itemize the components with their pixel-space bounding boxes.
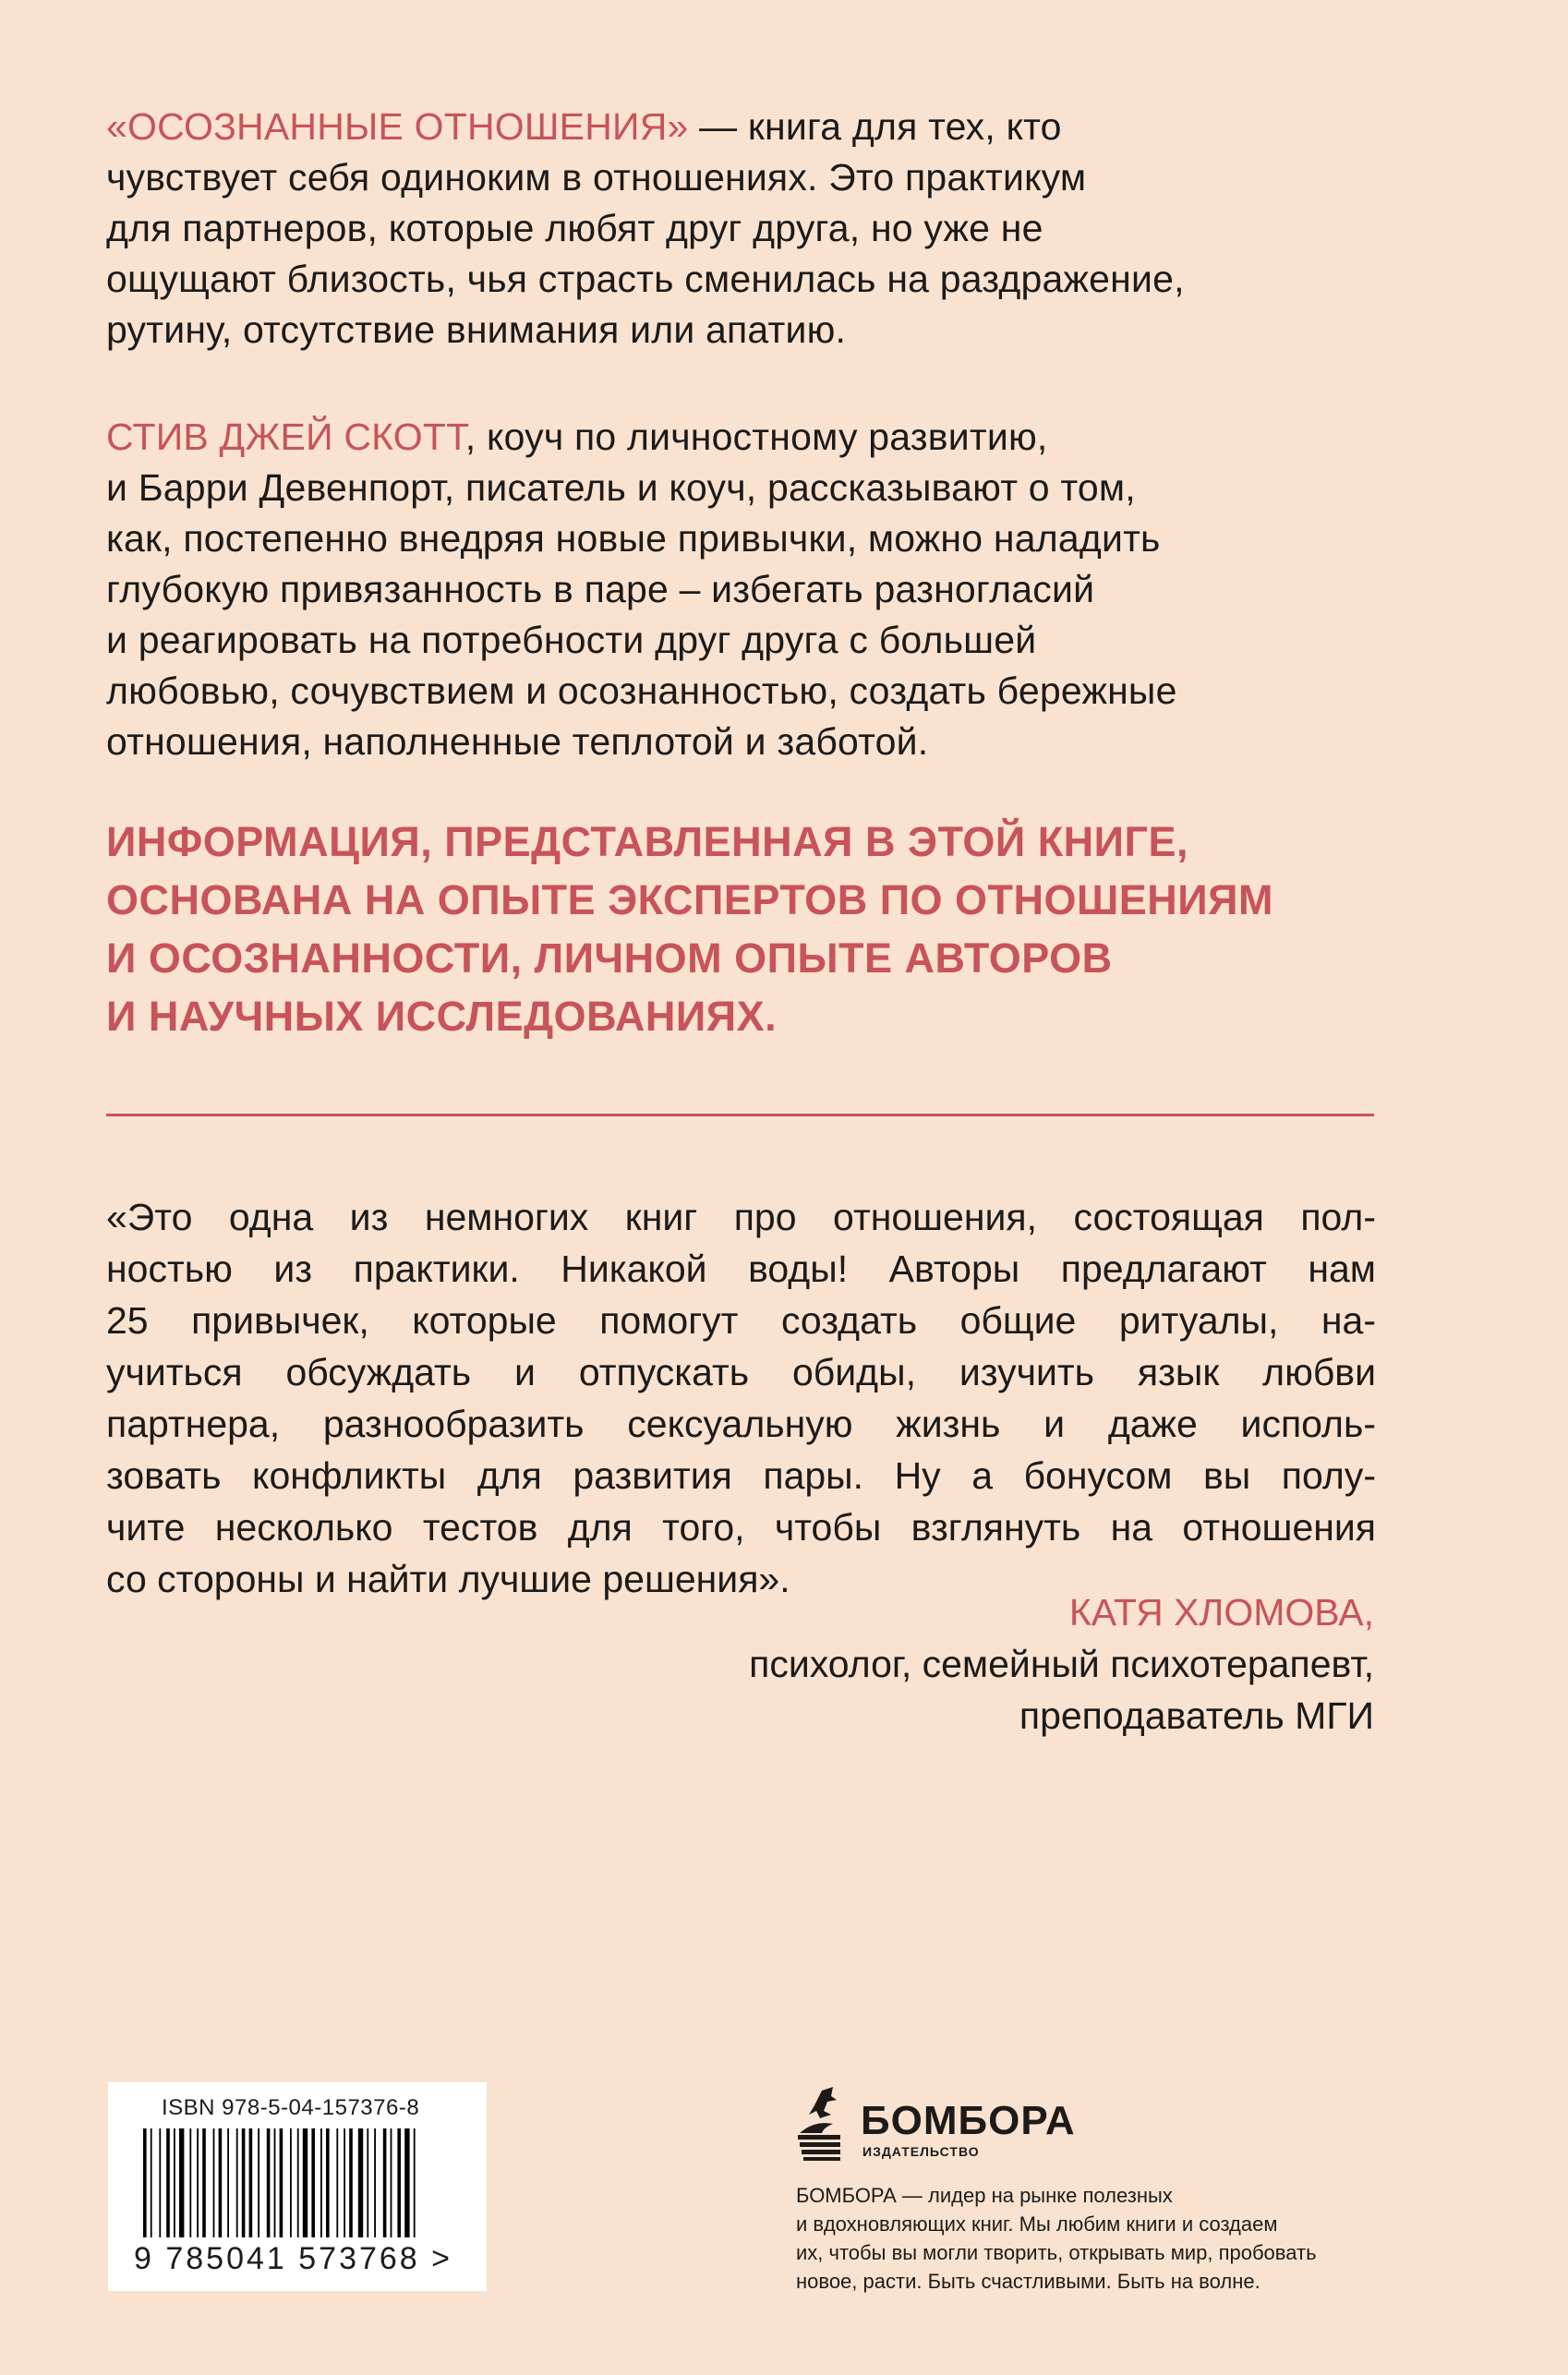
reviewer-role-1: психолог, семейный психотерапевт,: [749, 1643, 1374, 1685]
review-quote: [106, 1191, 1376, 1605]
authors-paragraph: [106, 412, 1436, 767]
quote-line-6: зовать конфликты для развития пары. Ну а бонусом вы полу-: [106, 1454, 1376, 1497]
info-line-3: И ОСОЗНАННОСТИ, ЛИЧНОМ ОПЫТЕ АВТОРОВ: [106, 934, 1113, 982]
quote-line-2: ностью из практики. Никакой воды! Авторы предлагают нам: [106, 1248, 1376, 1290]
quote-line-7: чите несколько тестов для того, чтобы взглянуть на отношения: [106, 1506, 1376, 1549]
authors-line-6: любовью, сочувствием и осознанностью, создать бережные: [106, 669, 1177, 712]
isbn-label: ISBN 978-5-04-157376-8: [162, 2095, 420, 2120]
reviewer-name: КАТЯ ХЛОМОВА,: [1068, 1591, 1374, 1634]
publisher-line-2: и вдохновляющих книг. Мы любим книги и создаем: [796, 2212, 1278, 2236]
quote-line-5: партнера, разнообразить сексуальную жизнь и даже исполь-: [106, 1403, 1376, 1445]
quote-line-1: «Это одна из немногих книг про отношения, состоящая пол-: [106, 1196, 1376, 1238]
intro-line-5: рутину, отсутствие внимания или апатию.: [106, 308, 847, 351]
authors-line-1: СТИВ ДЖЕЙ СКОТТ, коуч по личностному развитию,: [106, 416, 1048, 458]
info-statement: [106, 813, 1436, 1045]
publisher-line-3: их, чтобы вы могли творить, открывать мир, пробовать: [796, 2241, 1317, 2264]
quote-line-3: 25 привычек, которые помогут создать общие ритуалы, на-: [106, 1299, 1376, 1342]
intro-line-2: чувствует себя одиноким в отношениях. Это практикум: [106, 156, 1087, 199]
publisher-logo: [796, 2087, 1076, 2161]
authors-line-3: как, постепенно внедряя новые привычки, можно наладить: [106, 517, 1161, 560]
publisher-line-1: БОМБОРА — лидер на рынке полезных: [796, 2184, 1173, 2207]
barcode-digits: 9 785041 573768 >: [134, 2241, 453, 2276]
intro-paragraph: [106, 102, 1436, 356]
authors-line-5: и реагировать на потребности друг друга с большей: [106, 619, 1037, 661]
info-line-2: ОСНОВАНА НА ОПЫТЕ ЭКСПЕРТОВ ПО ОТНОШЕНИЯМ: [106, 876, 1273, 923]
quote-signature: [749, 1586, 1374, 1742]
reviewer-role-2: преподаватель МГИ: [1019, 1694, 1374, 1737]
author-name: СТИВ ДЖЕЙ СКОТТ: [106, 416, 465, 458]
quote-line-4: учиться обсуждать и отпускать обиды, изучить язык любви: [106, 1351, 1376, 1393]
barcode-block: [108, 2082, 487, 2291]
intro-line-1: «ОСОЗНАННЫЕ ОТНОШЕНИЯ» — книга для тех, кто: [106, 105, 1062, 148]
intro-line-4: ощущают близость, чья страсть сменилась на раздражение,: [106, 258, 1185, 300]
quote-line-8: со стороны и найти лучшие решения».: [106, 1558, 790, 1600]
book-title: «ОСОЗНАННЫЕ ОТНОШЕНИЯ»: [106, 105, 689, 148]
info-line-4: И НАУЧНЫХ ИССЛЕДОВАНИЯХ.: [106, 993, 778, 1040]
publisher-subtitle: ИЗДАТЕЛЬСТВО: [862, 2144, 980, 2159]
authors-line-2: и Барри Девенпорт, писатель и коуч, рассказывают о том,: [106, 466, 1136, 509]
authors-line-7: отношения, наполненные теплотой и заботой.: [106, 720, 929, 763]
barcode-icon: [136, 2128, 459, 2239]
authors-line-4: глубокую привязанность в паре – избегать разногласий: [106, 568, 1095, 610]
section-divider: [106, 1114, 1374, 1116]
surfer-wave-icon: [796, 2087, 855, 2161]
info-line-1: ИНФОРМАЦИЯ, ПРЕДСТАВЛЕННАЯ В ЭТОЙ КНИГЕ,: [106, 818, 1189, 865]
publisher-name: БОМБОРА: [861, 2098, 1076, 2143]
publisher-description: [796, 2181, 1369, 2296]
publisher-line-4: новое, расти. Быть счастливыми. Быть на волне.: [796, 2270, 1260, 2293]
intro-line-3: для партнеров, которые любят друг друга, но уже не: [106, 207, 1043, 249]
